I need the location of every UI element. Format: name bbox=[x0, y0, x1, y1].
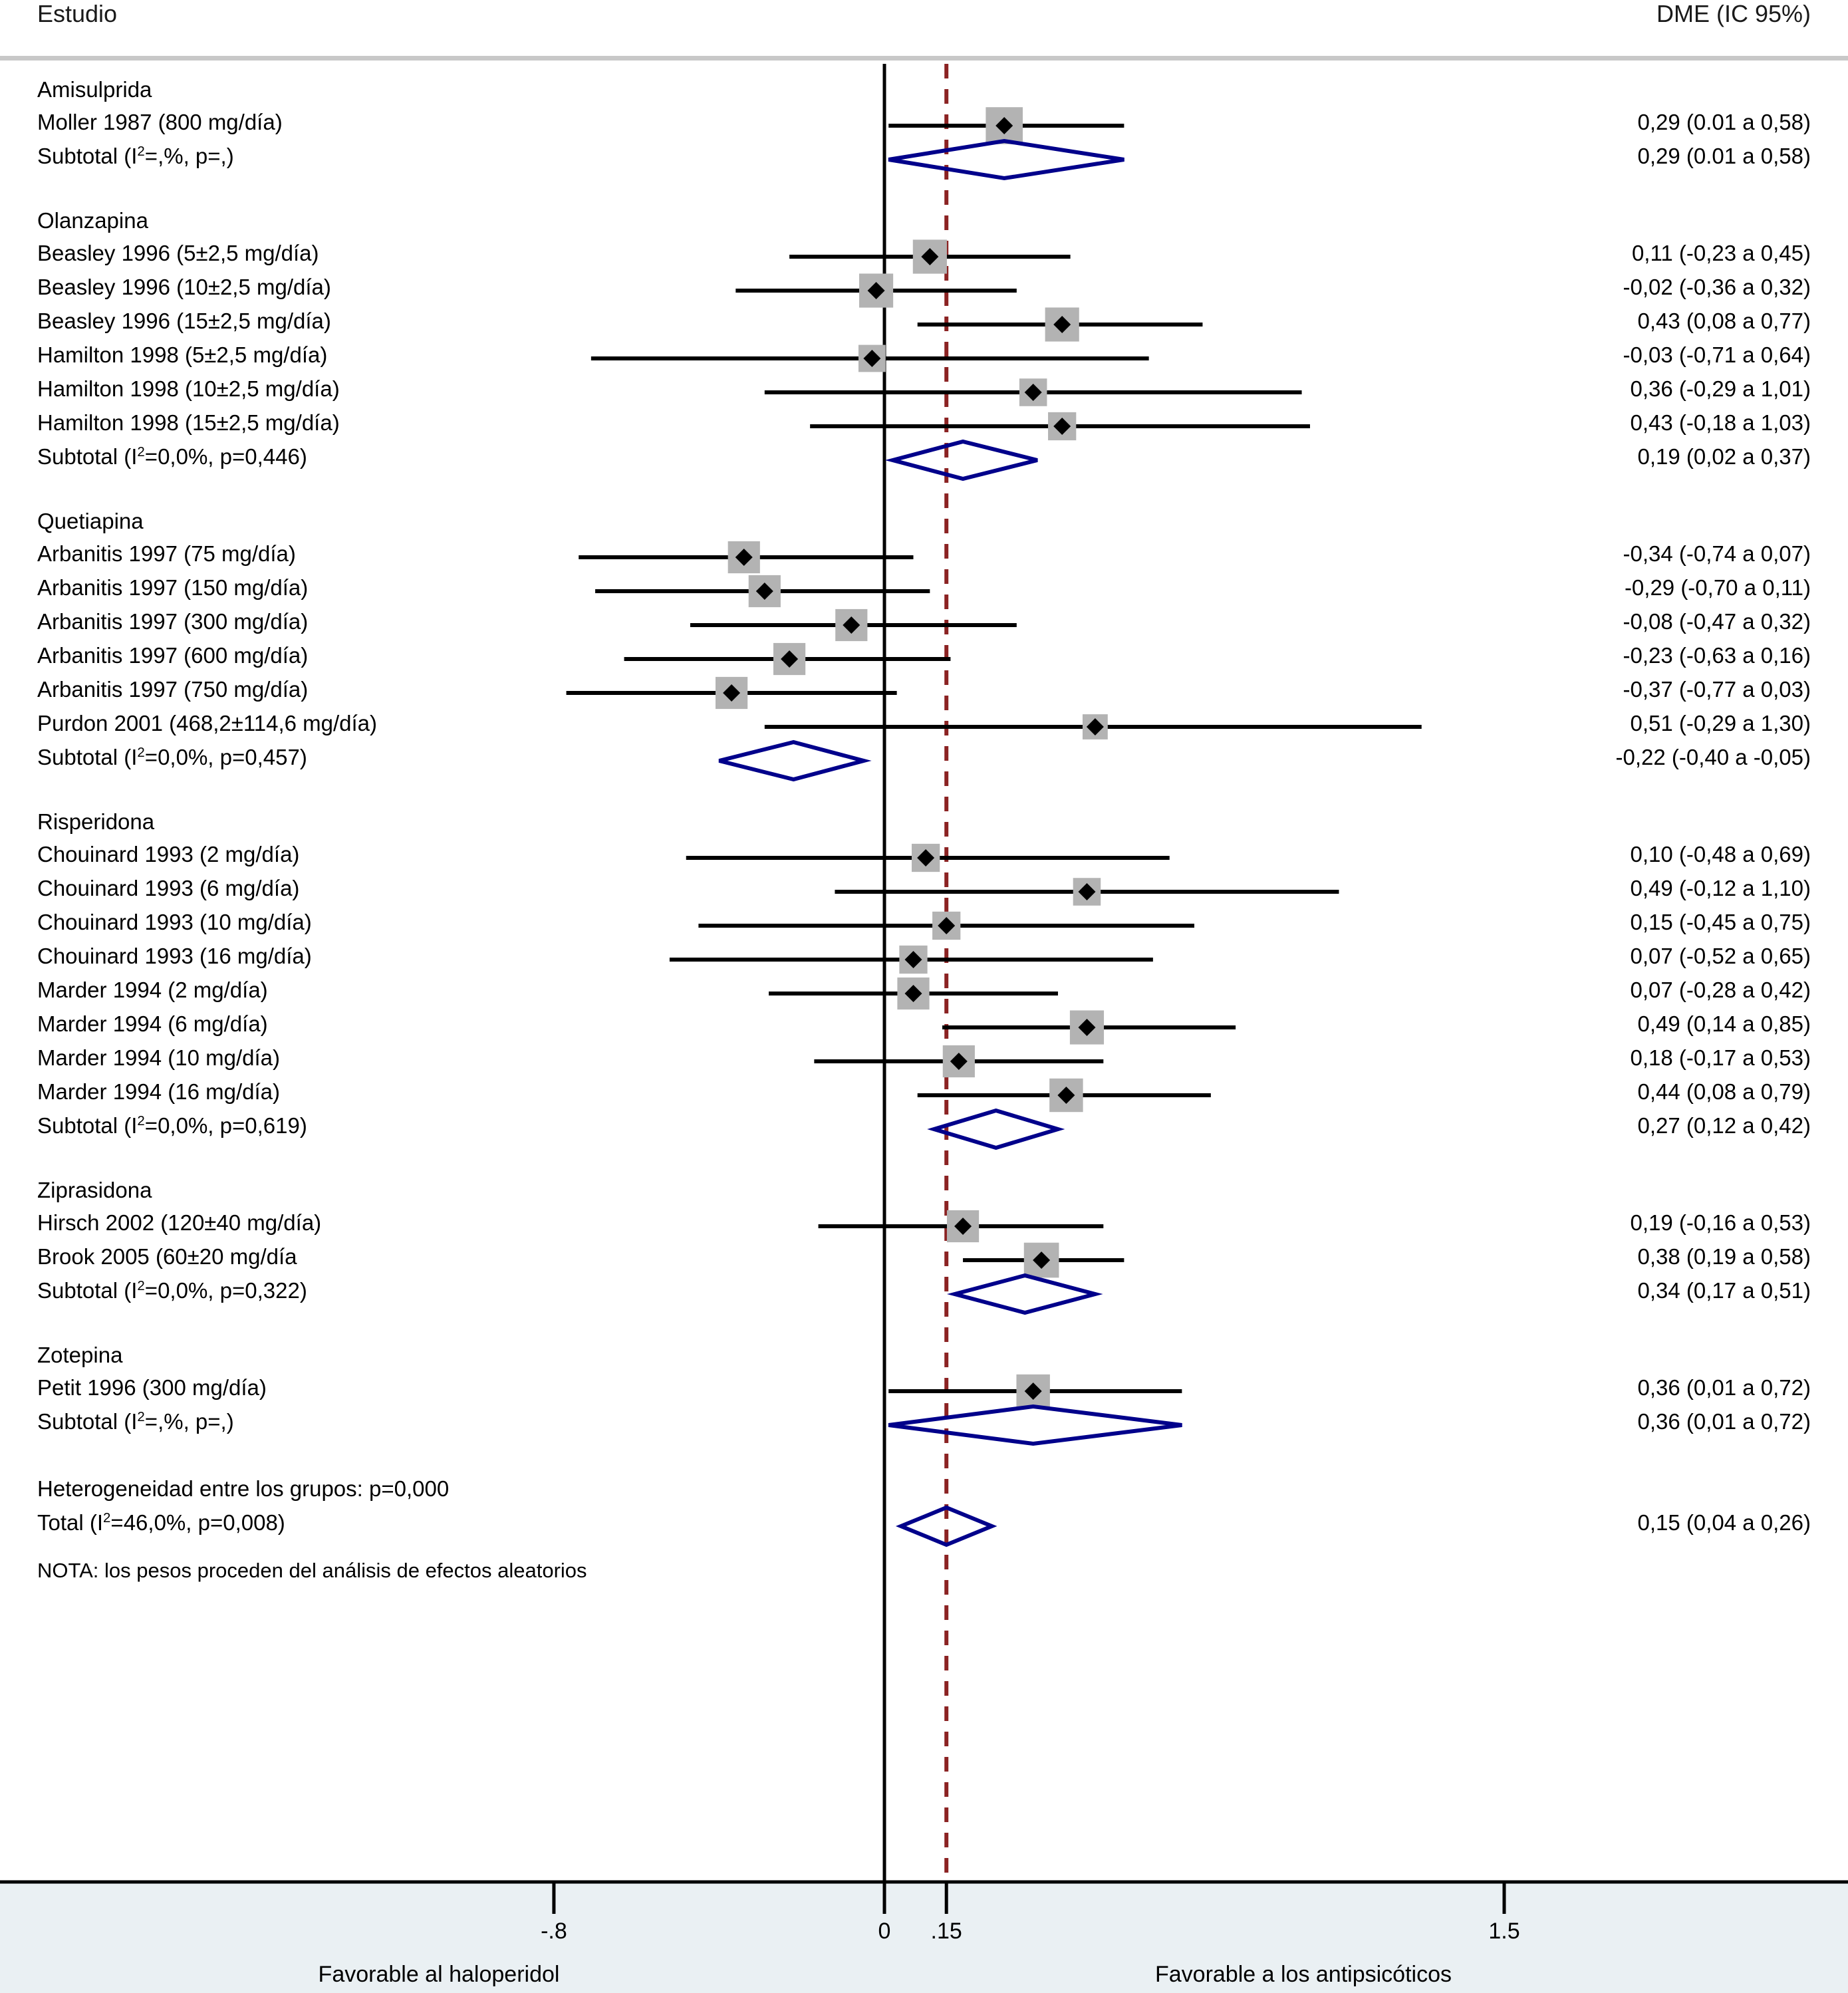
study-effect-value: 0,11 (-0,23 a 0,45) bbox=[1631, 241, 1811, 265]
study-label: Chouinard 1993 (2 mg/día) bbox=[37, 842, 300, 866]
group-heading: Quetiapina bbox=[37, 509, 144, 533]
subtotal-effect-value: 0,36 (0,01 a 0,72) bbox=[1637, 1409, 1811, 1434]
total-label: Total ($I^2=46,0\%$, p=0,008) bbox=[37, 1510, 285, 1535]
study-label: Hamilton 1998 (15±2,5 mg/día) bbox=[37, 410, 340, 435]
heterogeneity-label: Heterogeneidad entre los grupos: p=0,000 bbox=[37, 1476, 450, 1501]
study-label: Brook 2005 (60±20 mg/día bbox=[37, 1244, 297, 1269]
favors-right-label: Favorable a los antipsicóticos bbox=[1154, 1962, 1452, 1987]
study-effect-value: 0,49 (-0,12 a 1,10) bbox=[1630, 876, 1811, 900]
group-heading: Risperidona bbox=[37, 809, 155, 834]
total-effect-value: 0,15 (0,04 a 0,26) bbox=[1637, 1510, 1811, 1535]
study-effect-value: 0,19 (-0,16 a 0,53) bbox=[1630, 1210, 1811, 1235]
study-label: Arbanitis 1997 (75 mg/día) bbox=[37, 541, 296, 566]
study-label: Beasley 1996 (10±2,5 mg/día) bbox=[37, 275, 331, 299]
subtotal-label: Subtotal ($I^2=0,0\%$, p=0,322) bbox=[37, 1278, 307, 1303]
study-label: Arbanitis 1997 (750 mg/día) bbox=[37, 677, 309, 702]
subtotal-label: Subtotal ($I^2=0,0\%$, p=0,446) bbox=[37, 444, 307, 469]
study-effect-value: 0,36 (0,01 a 0,72) bbox=[1637, 1375, 1811, 1400]
subtotal-effect-value: 0,19 (0,02 a 0,37) bbox=[1637, 444, 1811, 469]
subtotal-label: Subtotal ($I^2=,\%$, p=,) bbox=[37, 144, 234, 168]
subtotal-label: Subtotal ($I^2=0,0\%$, p=0,457) bbox=[37, 745, 307, 769]
study-effect-value: 0,15 (-0,45 a 0,75) bbox=[1630, 910, 1811, 934]
group-heading: Ziprasidona bbox=[37, 1178, 152, 1202]
subtotal-effect-value: 0,27 (0,12 a 0,42) bbox=[1637, 1113, 1811, 1138]
study-effect-value: 0,18 (-0,17 a 0,53) bbox=[1630, 1045, 1811, 1070]
study-label: Marder 1994 (16 mg/día) bbox=[37, 1079, 281, 1104]
study-label: Arbanitis 1997 (300 mg/día) bbox=[37, 609, 309, 634]
study-effect-value: 0,51 (-0,29 a 1,30) bbox=[1630, 711, 1811, 735]
study-label: Marder 1994 (2 mg/día) bbox=[37, 978, 268, 1002]
study-effect-value: 0,44 (0,08 a 0,79) bbox=[1637, 1079, 1811, 1104]
study-effect-value: 0,07 (-0,52 a 0,65) bbox=[1630, 944, 1811, 968]
study-effect-value: 0,38 (0,19 a 0,58) bbox=[1637, 1244, 1811, 1269]
subtotal-effect-value: 0,29 (0.01 a 0,58) bbox=[1637, 144, 1811, 168]
column-header-effect: DME (IC 95%) bbox=[1656, 0, 1811, 27]
study-effect-value: -0,34 (-0,74 a 0,07) bbox=[1623, 541, 1811, 566]
axis-tick-label: .15 bbox=[930, 1919, 962, 1944]
study-effect-value: -0,29 (-0,70 a 0,11) bbox=[1624, 575, 1811, 600]
study-label: Hamilton 1998 (5±2,5 mg/día) bbox=[37, 342, 328, 367]
study-label: Chouinard 1993 (16 mg/día) bbox=[37, 944, 312, 968]
study-label: Marder 1994 (10 mg/día) bbox=[37, 1045, 281, 1070]
study-effect-value: -0,23 (-0,63 a 0,16) bbox=[1623, 643, 1811, 668]
study-effect-value: 0,07 (-0,28 a 0,42) bbox=[1630, 978, 1811, 1002]
study-label: Beasley 1996 (15±2,5 mg/día) bbox=[37, 309, 331, 333]
study-label: Chouinard 1993 (10 mg/día) bbox=[37, 910, 312, 934]
study-effect-value: 0,43 (-0,18 a 1,03) bbox=[1630, 410, 1811, 435]
column-header-study: Estudio bbox=[37, 0, 118, 27]
study-effect-value: -0,08 (-0,47 a 0,32) bbox=[1623, 609, 1811, 634]
study-label: Arbanitis 1997 (600 mg/día) bbox=[37, 643, 309, 668]
study-label: Moller 1987 (800 mg/día) bbox=[37, 110, 283, 134]
study-effect-value: 0,36 (-0,29 a 1,01) bbox=[1630, 376, 1811, 401]
axis-tick-label: 1.5 bbox=[1488, 1919, 1520, 1944]
study-effect-value: 0,29 (0.01 a 0,58) bbox=[1637, 110, 1811, 134]
study-label: Hirsch 2002 (120±40 mg/día) bbox=[37, 1210, 322, 1235]
study-label: Beasley 1996 (5±2,5 mg/día) bbox=[37, 241, 319, 265]
study-label: Purdon 2001 (468,2±114,6 mg/día) bbox=[37, 711, 378, 735]
study-label: Arbanitis 1997 (150 mg/día) bbox=[37, 575, 309, 600]
study-effect-value: -0,02 (-0,36 a 0,32) bbox=[1623, 275, 1811, 299]
study-label: Hamilton 1998 (10±2,5 mg/día) bbox=[37, 376, 340, 401]
study-effect-value: 0,49 (0,14 a 0,85) bbox=[1637, 1011, 1811, 1036]
subtotal-effect-value: 0,34 (0,17 a 0,51) bbox=[1637, 1278, 1811, 1303]
study-effect-value: 0,10 (-0,48 a 0,69) bbox=[1630, 842, 1811, 866]
group-heading: Zotepina bbox=[37, 1343, 123, 1367]
study-effect-value: 0,43 (0,08 a 0,77) bbox=[1637, 309, 1811, 333]
study-label: Marder 1994 (6 mg/día) bbox=[37, 1011, 268, 1036]
study-label: Chouinard 1993 (6 mg/día) bbox=[37, 876, 300, 900]
study-effect-value: -0,37 (-0,77 a 0,03) bbox=[1623, 677, 1811, 702]
study-effect-value: -0,03 (-0,71 a 0,64) bbox=[1623, 342, 1811, 367]
axis-tick-label: -.8 bbox=[541, 1919, 567, 1944]
subtotal-label: Subtotal ($I^2=0,0\%$, p=0,619) bbox=[37, 1113, 307, 1138]
group-heading: Amisulprida bbox=[37, 77, 152, 102]
study-label: Petit 1996 (300 mg/día) bbox=[37, 1375, 267, 1400]
favors-left-label: Favorable al haloperidol bbox=[318, 1962, 560, 1987]
weights-note: NOTA: los pesos proceden del análisis de efectos aleatorios bbox=[37, 1559, 587, 1582]
axis-tick-label: 0 bbox=[878, 1919, 891, 1944]
subtotal-effect-value: -0,22 (-0,40 a -0,05) bbox=[1615, 745, 1811, 769]
subtotal-label: Subtotal ($I^2=,\%$, p=,) bbox=[37, 1409, 234, 1434]
group-heading: Olanzapina bbox=[37, 208, 148, 233]
